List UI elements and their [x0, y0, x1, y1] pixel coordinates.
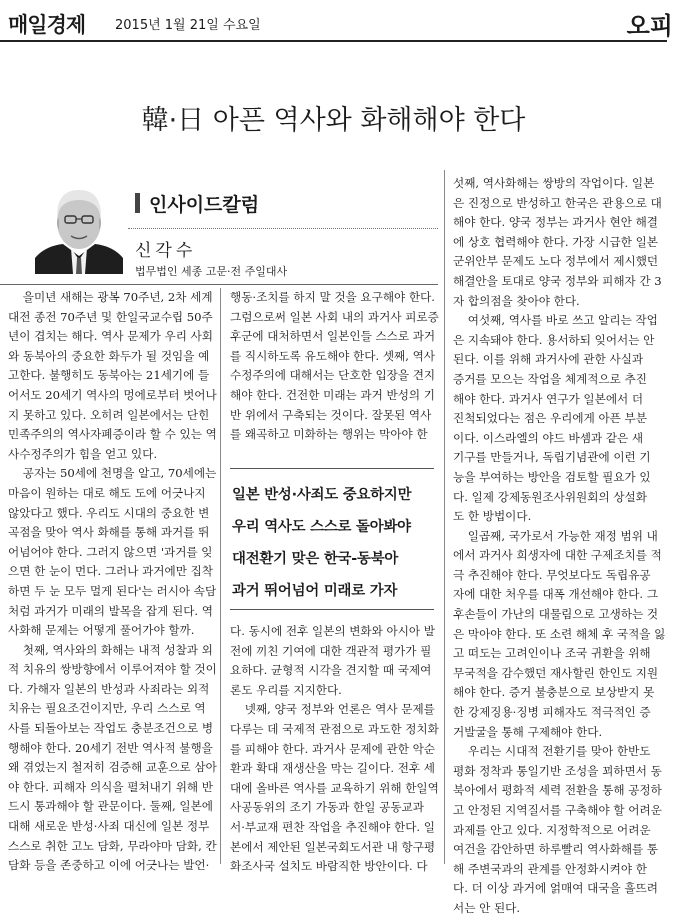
text-line: 증거를 모으는 작업을 체계적으로 추진 — [453, 371, 647, 386]
text-line: 해 주변국과의 관계를 안정화시켜야 한 — [453, 861, 647, 876]
column-label — [135, 190, 435, 216]
text-line: 은 막아야 한다. 또 소련 해체 후 국적을 잃 — [453, 626, 666, 641]
text-line: 마음이 원하는 대로 해도 도에 어긋나지 — [8, 485, 206, 500]
text-line: 서는 안 된다. — [453, 900, 521, 915]
masthead — [0, 0, 673, 40]
text-line: 넷째, 양국 정부와 언론은 역사 문제를 — [230, 702, 435, 717]
text-line: 서·부교재 편찬 작업을 추진해야 한다. 일 — [230, 819, 435, 834]
pull-quote-line: 대전환기 맞은 한국-동북아 — [232, 551, 399, 567]
text-line: 후군에 대처하면서 일본인들 스스로 과거 — [230, 329, 436, 344]
pull-quote-line: 과거 뛰어넘어 미래로 가자 — [232, 583, 398, 599]
text-line: 요하다. 균형적 시각을 견지할 때 국제여 — [230, 663, 432, 678]
text-line: 고한다. 불행히도 동북아는 21세기에 들 — [8, 368, 210, 383]
text-line: 무국적을 감수했던 재사할린 한인도 지원 — [453, 665, 659, 680]
text-line: 어넘어야 한다. 그러지 않으면 '과거를 잊 — [8, 544, 213, 559]
text-line: 지 못하고 있다. 오히려 일본에서는 단힌 — [8, 407, 210, 422]
text-line: 해야 한다. 증거 불충분으로 보상받지 못 — [453, 685, 655, 700]
text-line: 대전 종전 70주년 및 한일국교수립 50주 — [8, 309, 213, 324]
text-line: 다. 일제 강제동원조사위원회의 상설화 — [453, 489, 647, 504]
text-line: 곡점을 맞아 역사 화해를 통해 과거를 뛰 — [8, 525, 210, 540]
text-line: 거발굴을 통해 구제해야 한다. — [453, 724, 603, 739]
text-line: 한 강제징용·징병 피해자도 적극적인 증 — [453, 705, 651, 720]
text-line: 다. 더 이상 과거에 얽매여 대국을 흘뜨려 — [453, 881, 658, 896]
text-line: 수정주의에 대해서는 단호한 입장을 견지 — [230, 368, 436, 383]
text-line: 고 떠도는 고려인이나 조국 귀환을 위해 — [453, 646, 651, 661]
text-line: 자에 대한 처우를 대폭 개선해야 한다. 그 — [453, 587, 658, 602]
column-divider — [220, 288, 221, 864]
text-line: 여건을 감안하면 하루빨리 역사화해를 통 — [453, 842, 659, 857]
text-line: 과제를 안고 있다. 지정학적으로 어려운 — [453, 822, 651, 837]
masthead-rule — [0, 40, 667, 42]
text-line: 섯째, 역사화해는 쌍방의 작업이다. 일본 — [453, 176, 655, 190]
text-line: 왜 겪었는지 철저히 검증해 교훈으로 삼아 — [8, 760, 217, 775]
text-line: 대에 올바른 역사를 교육하기 위해 한일역 — [230, 780, 439, 795]
text-line: 환과 확대 재생산을 막는 길이다. 전후 세 — [230, 761, 435, 776]
text-line: 군위안부 문제도 노다 정부에서 제시했던 — [453, 254, 659, 269]
dotted-divider — [128, 228, 438, 229]
text-line: 드시 통과해야 할 관문이다. 둘째, 일본에 — [8, 799, 213, 814]
text-line: 공자는 50세에 천명을 알고, 70세에는 — [8, 466, 217, 481]
text-line: 사수정주의가 힘을 얻고 있다. — [8, 446, 158, 461]
text-line: 하면 두 눈 모두 멀게 된다'는 러시아 속담 — [8, 583, 217, 598]
article-headline: 韓·日 아픈 역사와 화해해야 한다 — [141, 105, 526, 136]
text-line: 를 직시하도록 유도해야 한다. 셋째, 역사 — [230, 348, 435, 363]
text-line: 북아에서 평화적 세력 전환을 통해 공정하 — [453, 783, 662, 798]
text-line: 으면 한 눈이 먼다. 그러나 과거에만 집착 — [8, 564, 213, 579]
column-divider — [444, 170, 445, 864]
text-line: 와 동북아의 중요한 화두가 될 것임을 예 — [8, 348, 210, 363]
text-line: 에서 과거사 희생자에 대한 구제조치를 적 — [453, 548, 662, 563]
newspaper-name: 매일경제 — [8, 13, 86, 37]
text-line: 화조사국 설치도 바람직한 방안이다. 다 — [230, 859, 428, 874]
text-line: 해야 한다. 건전한 미래는 과거 반성의 기 — [230, 387, 435, 402]
text-line: 우리는 시대적 전환기를 맞아 한반도 — [453, 744, 651, 759]
text-line: 적 치유의 쌍방향에서 이루어져야 할 것이 — [8, 662, 217, 677]
author-name: 신각수 — [135, 241, 197, 261]
text-line: 사공동위의 조기 가동과 한일 공동교과 — [230, 800, 424, 815]
body-column-2-top — [230, 288, 439, 445]
text-line: 다. 가해자 일본의 반성과 사죄라는 외적 — [8, 681, 210, 696]
column-label-text: 인사이드칼럼 — [149, 194, 260, 216]
text-line: 론도 우리를 지지한다. — [230, 682, 342, 697]
text-line: 해결안을 토대로 양국 정부와 피해자 간 3 — [453, 273, 662, 288]
text-line: 행동·조치를 하지 말 것을 요구해야 한다. — [230, 290, 435, 304]
text-line: 민족주의의 역사자폐증이라 할 수 있는 역 — [8, 427, 217, 442]
column-label-bar — [135, 193, 140, 213]
text-line: 스스로 취한 고노 담화, 무라야마 담화, 칸 — [8, 838, 217, 853]
text-line: 을미년 새해는 광복 70주년, 2차 세계 — [8, 290, 213, 304]
body-column-3 — [453, 174, 666, 919]
text-line: 고 안정된 지역질서를 구축해야 할 어려운 — [453, 803, 662, 817]
text-line: 첫째, 역사와의 화해는 내적 성찰과 외 — [8, 642, 213, 657]
text-line: 은 진정으로 반성하고 한국은 관용으로 대 — [453, 195, 662, 210]
text-line: 진척되었다는 점은 우리에게 아픈 부분 — [453, 411, 647, 426]
text-line: 를 왜곡하고 미화하는 행위는 막아야 한 — [230, 427, 428, 442]
text-line: 반 위에서 구축되는 것이다. 잘못된 역사 — [230, 407, 432, 422]
text-line: 처럼 과거가 미래의 발목을 잡게 된다. 역 — [8, 603, 213, 618]
text-line: 사를 되돌아보는 작업도 충분조건으로 병 — [8, 721, 214, 736]
text-line: 일곱째, 국가로서 가능한 재정 범위 내 — [453, 528, 658, 543]
text-line: 사화해 문제는 어떻게 풀어가야 할까. — [8, 623, 195, 638]
text-line: 이다. 이스라엘의 야드 바셈과 같은 새 — [453, 430, 644, 445]
text-line: 여섯째, 역사를 바로 쓰고 알리는 작업 — [453, 313, 658, 328]
text-line: 다루는 데 국제적 관점으로 과도한 정치화 — [230, 721, 439, 736]
text-line: 도 한 방법이다. — [453, 509, 532, 524]
publication-date: 2015년 1월 21일 수요일 — [115, 18, 261, 33]
text-line: 치유는 필요조건이지만, 우리 스스로 역 — [8, 701, 206, 716]
text-line: 다. 동시에 전후 일본의 변화와 아시아 발 — [230, 624, 435, 638]
text-line: 그럼으로써 일본 사회 내의 과거사 피로증 — [230, 309, 439, 324]
text-line: 본에서 제안된 일본국회도서관 내 항구평 — [230, 839, 436, 854]
body-column-2-bottom — [230, 622, 439, 877]
text-line: 를 피해야 한다. 과거사 문제에 관한 악순 — [230, 741, 435, 756]
pull-quote-line: 일본 반성·사죄도 중요하지만 — [232, 487, 412, 503]
text-line: 않았다고 했다. 우리도 시대의 중요한 변 — [8, 505, 210, 520]
text-line: 담화 등을 존중하고 이에 어긋나는 발언· — [8, 858, 210, 873]
body-column-1 — [8, 288, 217, 876]
section-name: 오피 — [626, 12, 673, 40]
text-line: 전에 끼친 기여에 대한 객관적 평가가 필 — [230, 643, 432, 658]
text-line: 자 합의점을 찾아야 한다. — [453, 293, 580, 308]
text-line: 은 지속돼야 한다. 용서하되 잊어서는 안 — [453, 332, 655, 347]
author-title: 법무법인 세종 고문·전 주일대사 — [135, 265, 288, 278]
pull-quote-line: 우리 역사도 스스로 돌아봐야 — [232, 519, 411, 535]
text-line: 기구를 만들거나, 독립기념관에 이런 기 — [453, 450, 651, 465]
text-line: 능을 부여하는 방안을 검토할 필요가 있 — [453, 469, 651, 484]
text-line: 어서도 20세기 역사의 멍에로부터 벗어나 — [8, 387, 217, 402]
text-line: 에 상호 협력해야 한다. 가장 시급한 일본 — [453, 234, 658, 249]
text-line: 해야 한다. 과거사 연구가 일본에서 더 — [453, 391, 644, 406]
text-line: 년이 겹치는 해다. 역사 문제가 우리 사회 — [8, 329, 213, 344]
pull-quote — [230, 468, 434, 610]
text-line: 평화 정착과 통일기반 조성을 꾀하면서 동 — [453, 763, 662, 778]
text-line: 극 추진해야 한다. 무엇보다도 독립유공 — [453, 567, 651, 582]
text-line: 행해야 한다. 20세기 전반 역사적 불행을 — [8, 740, 213, 755]
text-line: 대해 새로운 반성·사죄 대신에 일본 정부 — [8, 819, 210, 834]
author-photo — [35, 178, 123, 274]
header-box-rule — [0, 284, 438, 285]
text-line: 해야 한다. 양국 정부는 과거사 현안 해결 — [453, 215, 658, 230]
text-line: 후손들이 가난의 대물림으로 고생하는 것 — [453, 607, 659, 622]
text-line: 된다. 이를 위해 과거사에 관한 사실과 — [453, 352, 644, 367]
text-line: 야 한다. 피해자 의식을 펼쳐내기 위해 반 — [8, 779, 213, 794]
